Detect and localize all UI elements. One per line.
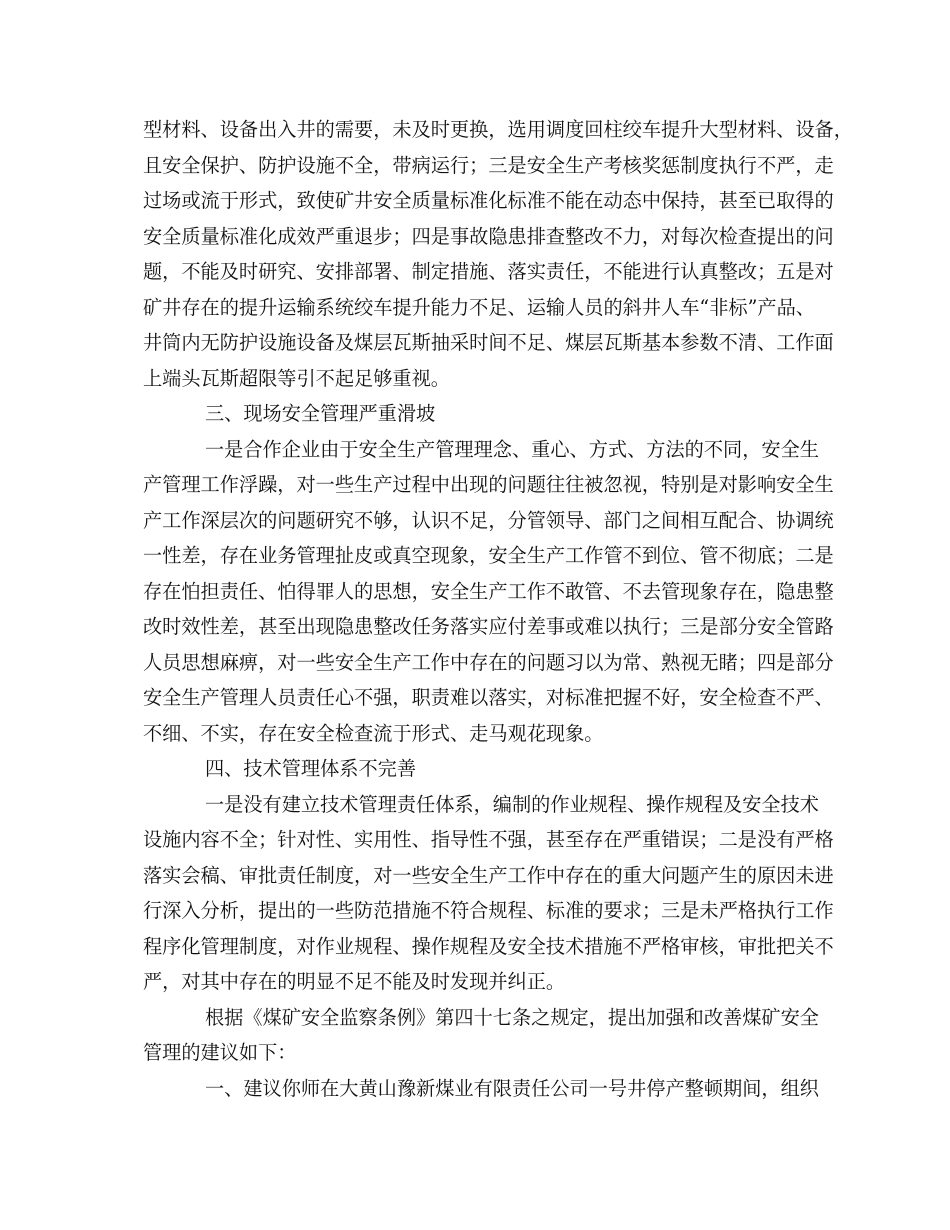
text-line: 题，不能及时研究、安排部署、制定措施、落实责任，不能进行认真整改；五是对 (143, 260, 834, 283)
text-line: 一、建议你师在大黄山豫新煤业有限责任公司一号井停产整顿期间，组织 (205, 1076, 819, 1100)
text-line: 井筒内无防护设施设备及煤层瓦斯抽采时间不足、煤层瓦斯基本参数不清、工作面 (143, 331, 834, 354)
section-heading: 三、现场安全管理严重滑坡 (205, 402, 436, 425)
text-line: 安全生产管理人员责任心不强，职责难以落实，对标准把握不好，安全检查不严、 (143, 686, 834, 709)
text-line: 上端头瓦斯超限等引不起足够重视。 (143, 366, 450, 390)
document-body (143, 112, 853, 1106)
section-heading: 四、技术管理体系不完善 (205, 757, 417, 780)
text-line: 存在怕担责任、怕得罪人的思想，安全生产工作不敢管、不去管现象存在，隐患整 (143, 579, 834, 603)
text-line: 改时效性差，甚至出现隐患整改任务落实应付差事或难以执行；三是部分安全管路 (143, 615, 834, 638)
text-line: 产管理工作浮躁，对一些生产过程中出现的问题往往被忽视，特别是对影响安全生 (143, 473, 834, 496)
text-line: 一是没有建立技术管理责任体系，编制的作业规程、操作规程及安全技术 (205, 792, 819, 816)
text-line: 根据《煤矿安全监察条例》第四十七条之规定，提出加强和改善煤矿安全 (205, 1005, 819, 1029)
text-line: 管理的建议如下： (143, 1041, 297, 1064)
text-line: 设施内容不全；针对性、实用性、指导性不强，甚至存在严重错误；二是没有严格 (143, 828, 834, 851)
text-line: 过场或流于形式，致使矿井安全质量标准化标准不能在动态中保持，甚至已取得的 (143, 189, 834, 212)
text-line: 型材料、设备出入井的需要，未及时更换，选用调度回柱绞车提升大型材料、设备， (143, 118, 853, 141)
text-line: 严，对其中存在的明显不足不能及时发现并纠正。 (143, 970, 566, 993)
text-line: 一性差，存在业务管理扯皮或真空现象，安全生产工作管不到位、管不彻底；二是 (143, 544, 834, 567)
text-line: 人员思想麻痹，对一些安全生产工作中存在的问题习以为常、熟视无睹；四是部分 (143, 650, 834, 674)
text-line: 落实会稿、审批责任制度，对一些安全生产工作中存在的重大问题产生的原因未进 (143, 863, 834, 887)
text-line: 程序化管理制度，对作业规程、操作规程及安全技术措施不严格审核，审批把关不 (143, 934, 834, 958)
text-line: 行深入分析，提出的一些防范措施不符合规程、标准的要求；三是未严格执行工作 (143, 899, 834, 922)
text-line: 不细、不实，存在安全检查流于形式、走马观花现象。 (143, 721, 604, 745)
text-line: 安全质量标准化成效严重退步；四是事故隐患排查整改不力，对每次检查提出的问 (143, 224, 834, 248)
text-line: 一是合作企业由于安全生产管理理念、重心、方式、方法的不同，安全生 (205, 437, 819, 461)
text-line: 矿井存在的提升运输系统绞车提升能力不足、运输人员的斜井人车“非标”产品、 (143, 295, 815, 319)
text-line: 且安全保护、防护设施不全，带病运行；三是安全生产考核奖惩制度执行不严，走 (143, 153, 834, 177)
text-line: 产工作深层次的问题研究不够，认识不足，分管领导、部门之间相互配合、协调统 (143, 508, 834, 532)
